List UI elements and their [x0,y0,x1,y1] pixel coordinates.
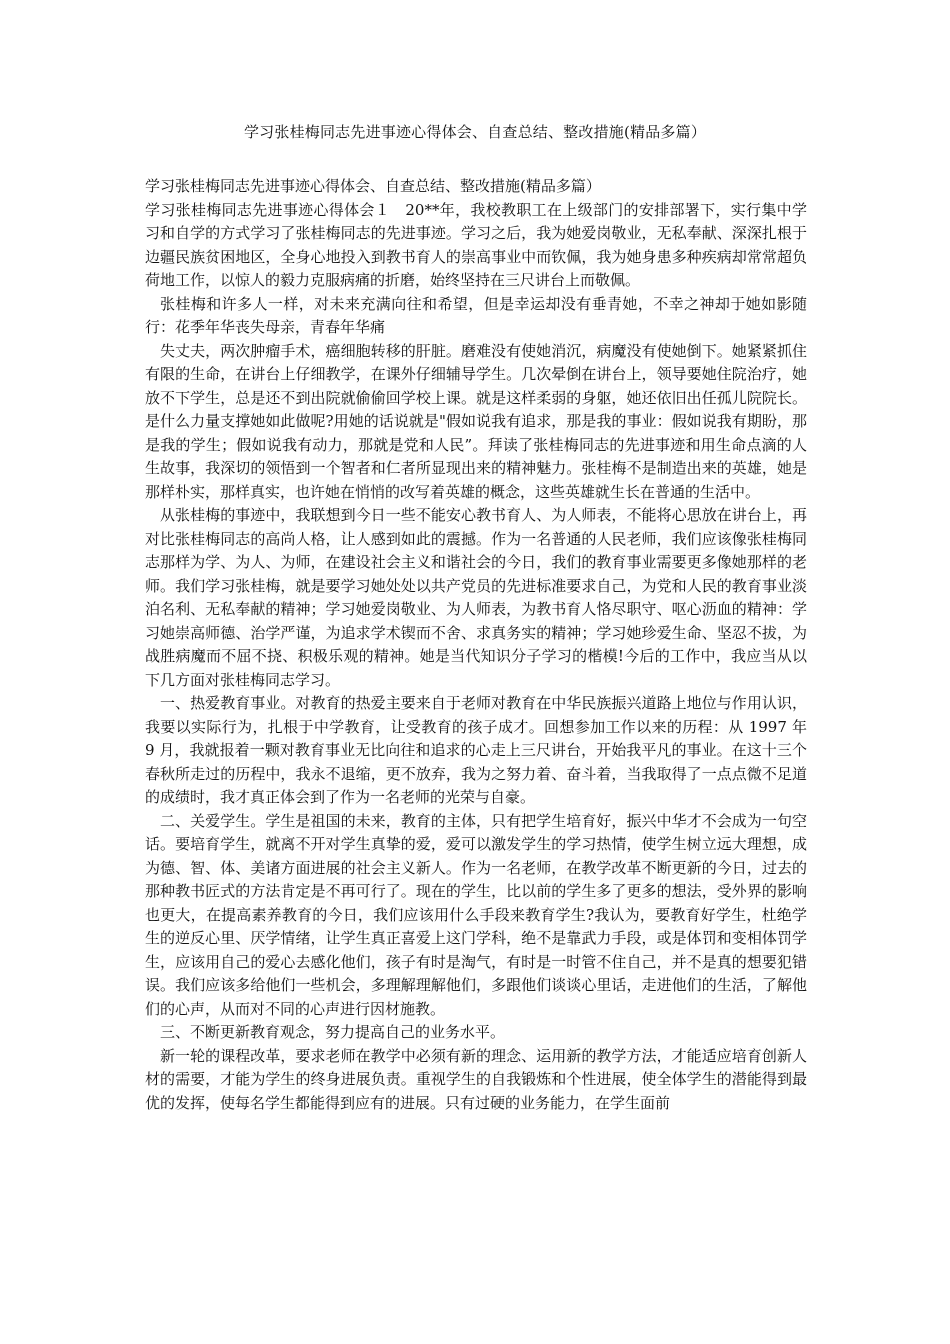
paragraph-curriculum-reform: 新一轮的课程改革，要求老师在教学中必须有新的理念、运用新的教学方法，才能适应培育创新人材的需要，才能为学生的终身进展负责。重视学生的自我锻炼和个性进展，使全体学生的潜能得到最优的发挥，使每名学生都能得到应有的进展。只有过硬的业务能力，在学生面前 [145,1046,807,1112]
paragraph-intro: 学习张桂梅同志先进事迹心得体会１ 20**年，我校教职工在上级部门的安排部署下，实行集中学习和自学的方式学习了张桂梅同志的先进事迹。学习之后，我为她爱岗敬业，无私奉献、深深扎根于边疆民族贫困地区，全身心地投入到教书育人的崇高事业中而钦佩，我为她身患多种疾病却常常超负荷地工作，以惊人的毅力克服病痛的折磨，始终坚持在三尺讲台上而敬佩。 [145,200,807,289]
paragraph-reflection: 从张桂梅的事迹中，我联想到今日一些不能安心教书育人、为人师表，不能将心思放在讲台上，再对比张桂梅同志的高尚人格，让人感到如此的震撼。作为一名普通的人民老师，我们应该像张桂梅同志那样为学、为人、为师，在建设社会主义和谐社会的今日，我们的教育事业需要更多像她那样的老师。我们学习张桂梅，就是要学习她处处以共产党员的先进标准要求自己，为党和人民的教育事业淡泊名利、无私奉献的精神；学习她爱岗敬业、为人师表，为教书育人恪尽职守、呕心沥血的精神：学习她崇高师德、治学严谨，为追求学术锲而不舍、求真务实的精神；学习她珍爱生命、坚忍不拔，为战胜病魔而不屈不挠、积极乐观的精神。她是当代知识分子学习的楷模!今后的工作中，我应当从以下几方面对张桂梅同志学习。 [145,506,807,689]
page-title: 学习张桂梅同志先进事迹心得体会、自查总结、整改措施(精品多篇） [243,123,707,141]
paragraph-point-three-heading: 三、不断更新教育观念，努力提高自己的业务水平。 [160,1023,506,1041]
paragraph-point-two: 二、关爱学生。学生是祖国的未来，教育的主体，只有把学生培育好，振兴中华才不会成为一句空话。要培育学生，就离不开对学生真挚的爱，爱可以激发学生的学习热情，使学生树立远大理想，成为德、智、体、美诸方面进展的社会主义新人。作为一名老师，在教学改革不断更新的今日，过去的那种教书匠式的方法肯定是不再可行了。现在的学生，比以前的学生多了更多的想法，受外界的影响也更大，在提高素养教育的今日，我们应该用什么手段来教育学生?我认为，要教育好学生，杜绝学生的逆反心里、厌学情绪，让学生真正喜爱上这门学科，绝不是靠武力手段，或是体罚和变相体罚学生，应该用自己的爱心去感化他们，孩子有时是淘气，有时是一时管不住自己，并不是真的想要犯错误。我们应该多给他们一些机会，多理解理解他们，多跟他们谈谈心里话，走进他们的生活，了解他们的心声，从而对不同的心声进行因材施教。 [145,811,807,1018]
document-body [145,175,807,1115]
paragraph-point-one: 一、热爱教育事业。对教育的热爱主要来自于老师对教育在中华民族振兴道路上地位与作用认识，我要以实际行为，扎根于中学教育，让受教育的孩子成才。回想参加工作以来的历程：从 1997 年 9 月，我就报着一颗对教育事业无比向往和追求的心走上三尺讲台，开始我平凡的事业。在这十三个春秋所走过的历程中，我永不退缩，更不放弃，我为之努力着、奋斗着，当我取得了一点点微不足道的成绩时，我才真正体会到了作为一名老师的光荣与自豪。 [145,694,807,806]
paragraph-misfortune: 张桂梅和许多人一样，对未来充满向往和希望，但是幸运却没有垂青她，不幸之神却于她如影随行：花季年华丧失母亲，青春年华痛 [145,294,807,336]
document-subtitle: 学习张桂梅同志先进事迹心得体会、自查总结、整改措施(精品多篇） [145,177,601,195]
paragraph-illness: 失丈夫，两次肿瘤手术，癌细胞转移的肝脏。磨难没有使她消沉，病魔没有使她倒下。她紧紧抓住有限的生命，在讲台上仔细教学，在课外仔细辅导学生。几次晕倒在讲台上，领导要她住院治疗，她放不下学生，总是还不到出院就偷偷回学校上课。就是这样柔弱的身躯，她还依旧出任孤儿院院长。是什么力量支撑她如此做呢?用她的话说就是"假如说我有追求，那是我的事业：假如说我有期盼，那是我的学生；假如说我有动力，那就是党和人民”。拜读了张桂梅同志的先进事迹和用生命点滴的人生故事，我深切的领悟到一个智者和仁者所显现出来的精神魅力。张桂梅不是制造出来的英雄，她是那样朴实，那样真实，也许她在悄悄的改写着英雄的概念，这些英雄就生长在普通的生活中。 [145,341,807,501]
